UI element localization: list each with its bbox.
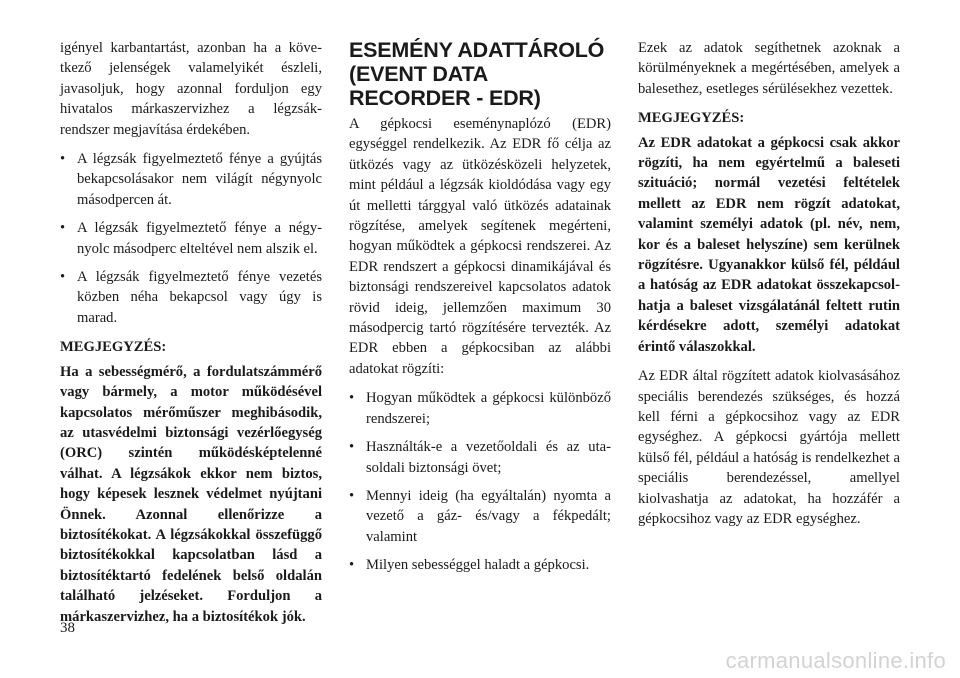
list-item: • A légzsák figyelmeztető fénye a gyújtás bekapcsolásakor nem világít négynyolc másodpercen át. [60,149,322,210]
note-label: MEGJEGYZÉS: [638,110,745,127]
page-number: 38 [60,620,75,636]
section-heading: ESEMÉNY ADATTÁROLÓ (EVENT DATA RECORDER - EDR) [349,38,605,110]
list-item: • A légzsák figyelmeztető fénye a négynyolc másodperc elteltével nem alszik el. [60,218,322,259]
note-text: Ha a sebességmérő, a fordulatszámmérő vagy bármely, a motor működésével kapcsolatos mérőműszer meghibásodik, az utasvédelmi biztonsági vezérlőegység (ORC) szintén működésképtelenné válhat. A légzsákok ekkor nem biztos, hogy képesek lesznek védelmet nyújtani Önnek. Azonnal ellenőrizze a biztosítékokat. A légzsákokkal összefüggő biztosítékokkal kapcsolatban lásd a biztosítéktartó fedelének belső oldalán található jelzéseket. Forduljon a márkaszervizhez, ha a biztosítékok jók. [60,363,322,625]
list-item: • Használták-e a vezetőoldali és az utasoldali biztonsági övet; [349,437,611,478]
warning-light-list [60,149,322,328]
list-item: • Mennyi ideig (ha egyáltalán) nyomta a vezető a gáz- és/vagy a fékpedált; valamint [349,486,611,547]
edr-paragraph: A gépkocsi eseménynaplózó (EDR) egységgel rendelkezik. Az EDR fő célja az ütközés vagy az ütközésközeli helyzetek, mint például a légzsák kioldódása vagy egy út melletti tárggyal való ütközés adatainak rögzítése, amelyek segítenek megérteni, hogyan működtek a gépkocsi rendszerei. Az EDR rendszert a gépkocsi dinamikájával és biztonsági rendszereivel kapcsolatos adatok rövid ideig, jellemzően maximum 30 másodpercig tartó rögzítésére tervezték. Az EDR ebben a gépkocsiban az alábbi adatokat rögzíti: [349,116,611,377]
intro-paragraph: igényel karbantartást, azonban ha a következő jelenségek valamelyikét észleli, javasoljuk, hogy azonnal forduljon egy hivatalos márkaszervizhez a légzsák-rendszer megjavítása érdekében. [60,40,322,138]
circumstances-paragraph: Ezek az adatok segíthetnek azoknak a körülményeknek a megértésében, amelyek a balesethez, esetleges sérülésekhez vezettek. [638,40,900,97]
list-item: • A légzsák figyelmeztető fénye vezetés közben néha bekapcsol vagy úgy is marad. [60,267,322,328]
column-left [60,38,322,636]
note-label: MEGJEGYZÉS: [60,339,167,356]
readout-paragraph: Az EDR által rögzített adatok kiolvasásához speciális berendezés szükséges, és hozzá kell férni a gépkocsihoz vagy az EDR egységhez. A gépkocsi gyártója mellett külső fél, például a hatóság is rendelkezhet a speciális berendezéssel, amellyel kiolvashatja az adatokat, ha hozzáfér a gépkocsihoz vagy az EDR egységhez. [638,368,900,527]
list-item: • Milyen sebességgel haladt a gépkocsi. [349,555,611,575]
note-text: Az EDR adatokat a gépkocsi csak akkor rögzíti, ha nem egyértelmű a baleseti szituáció; normál vezetési feltételek mellett az EDR nem rögzít adatokat, valamint személyi adatok (pl. név, nem, kor és a baleset helyszíne) sem kerülnek rögzítésre. Ugyanakkor külső fél, például a hatóság az EDR adatokat összekapcsolhatja a baleset vizsgálatánál feltett rutin kérdésekre adott, személyi adatokat érintő válaszokkal. [638,134,900,355]
column-middle [349,38,611,585]
column-right [638,38,900,538]
edr-data-list [349,388,611,575]
list-item: • Hogyan működtek a gépkocsi különböző rendszerei; [349,388,611,429]
watermark: carmanualsonline.info [725,648,946,673]
